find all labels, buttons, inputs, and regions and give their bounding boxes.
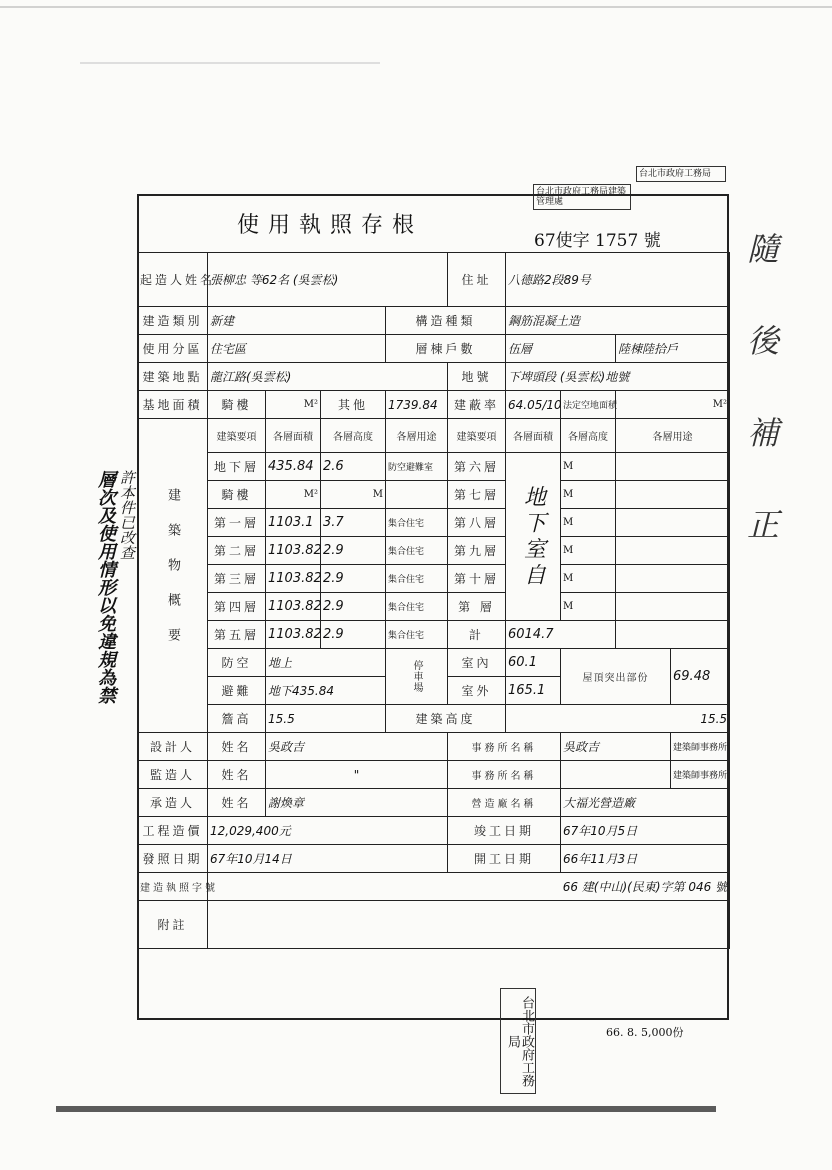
permit-value: 66 建(中山)(民東)字第 046 號 (208, 873, 730, 901)
designer-name-label: 姓名 (208, 733, 266, 761)
category-value: 新建 (208, 307, 386, 335)
total-label: 計 (448, 621, 506, 649)
header-area-left: 各層面積 (266, 419, 321, 453)
floor-name: 第三層 (208, 565, 266, 593)
parking-label: 停車場 (386, 649, 448, 705)
top-stamp-right: 台北市政府工務局 (636, 166, 726, 182)
building-side-label: 建築物概要 (138, 419, 208, 733)
shelter-label: 防空 (208, 649, 266, 677)
top-edge (0, 6, 832, 8)
builder-value: 張柳忠 等62名 (吳雲松) (208, 253, 448, 307)
location-value: 龍江路(吳雲松) (208, 363, 448, 391)
area-other: 其他 (321, 391, 386, 419)
parking-indoor-value: 60.1 (506, 649, 561, 677)
structure-value: 鋼筋混凝土造 (506, 307, 730, 335)
left-margin-note-2: 許本件已改查 (118, 470, 136, 560)
roof-label: 屋頂突出部份 (561, 649, 671, 705)
right-floor-name: 第 層 (448, 593, 506, 621)
bldg-height-label: 建築高度 (386, 705, 506, 733)
contractor-name: 謝煥章 (266, 789, 448, 817)
shelter-facility: 避難 (208, 677, 266, 705)
cost-value: 12,029,400元 (208, 817, 448, 845)
designer-office: 吳政吉 (561, 733, 671, 761)
parking-outdoor-value: 165.1 (506, 677, 561, 705)
issue-label: 發照日期 (138, 845, 208, 873)
floor-name: 地下層 (208, 453, 266, 481)
notes-label: 附註 (138, 901, 208, 949)
legal-unit: M² (616, 391, 730, 419)
right-floor-name: 第八層 (448, 509, 506, 537)
location-label: 建築地點 (138, 363, 208, 391)
bottom-stamp: 台北市政府工務局 (500, 988, 536, 1094)
end-label: 開工日期 (448, 845, 561, 873)
shelter-basement: 地下435.84 (266, 677, 386, 705)
supervisor-name-label: 姓名 (208, 761, 266, 789)
contractor-label: 承造人 (138, 789, 208, 817)
right-margin-note: 隨後補正 (742, 232, 780, 600)
floor-height: 2.9 (321, 565, 386, 593)
cost-label: 工程造價 (138, 817, 208, 845)
floor-height: 2.9 (321, 593, 386, 621)
contractor-factory-label: 營造廠名稱 (448, 789, 561, 817)
parking-outdoor: 室外 (448, 677, 506, 705)
legal-label: 法定空地面積 (561, 391, 616, 419)
end-value: 66年11月3日 (561, 845, 730, 873)
issue-value: 67年10月14日 (208, 845, 448, 873)
eave-value: 15.5 (266, 705, 386, 733)
floors-value: 伍層 (506, 335, 616, 363)
area-arcade: 騎樓 (208, 391, 266, 419)
floors-label: 層棟戶數 (386, 335, 506, 363)
right-floor-name: 第六層 (448, 453, 506, 481)
floor-area: 1103.82 (266, 621, 321, 649)
lot-value: 下埤頭段 (吳雲松)地號 (506, 363, 730, 391)
floor-use: 集合住宅 (386, 537, 448, 565)
header-height-right: 各層高度 (561, 419, 616, 453)
floor-use: 集合住宅 (386, 565, 448, 593)
floor-use: 防空避難室 (386, 453, 448, 481)
basement-annotation: 地下室自 (506, 453, 561, 621)
floor-height: 3.7 (321, 509, 386, 537)
left-margin-note: 層次及使用情形以免違規為禁 (95, 470, 116, 704)
floor-area: 1103.82 (266, 565, 321, 593)
right-floor-name: 第九層 (448, 537, 506, 565)
supervisor-office-suffix: 建築師事務所 (671, 761, 730, 789)
zone-value: 住宅區 (208, 335, 386, 363)
faint-mark (80, 62, 380, 164)
floor-use: 集合住宅 (386, 593, 448, 621)
floor-height: 2.9 (321, 621, 386, 649)
right-floor-name: 第七層 (448, 481, 506, 509)
start-value: 67年10月5日 (561, 817, 730, 845)
structure-label: 構造種類 (386, 307, 506, 335)
top-stamp-left: 台北市政府工務局建築管理處 (533, 184, 631, 210)
floor-use: 集合住宅 (386, 621, 448, 649)
header-item-right: 建築要項 (448, 419, 506, 453)
area-label: 基地面積 (138, 391, 208, 419)
supervisor-office-label: 事務所名稱 (448, 761, 561, 789)
eave-label: 簷高 (208, 705, 266, 733)
header-height-left: 各層高度 (321, 419, 386, 453)
address-value: 八德路2段89号 (506, 253, 730, 307)
form-title: 使用執照存根 (237, 213, 424, 238)
parking-indoor: 室內 (448, 649, 506, 677)
floor-area: 1103.82 (266, 593, 321, 621)
address-label: 住址 (448, 253, 506, 307)
contractor-factory: 大福光營造廠 (561, 789, 730, 817)
bottom-edge (56, 1106, 716, 1112)
header-item-left: 建築要項 (208, 419, 266, 453)
footer-print: 66. 8. 5,000份 (606, 1026, 684, 1039)
area-arcade-unit: M² (266, 391, 321, 419)
total-value: 6014.7 (506, 621, 616, 649)
supervisor-label: 監造人 (138, 761, 208, 789)
zone-label: 使用分區 (138, 335, 208, 363)
supervisor-name: " (266, 761, 448, 789)
floor-area: 1103.82 (266, 537, 321, 565)
floor-height: 2.9 (321, 537, 386, 565)
bldg-height-value: 15.5 (506, 705, 730, 733)
units-value: 陸棟陸拾戶 (616, 335, 730, 363)
permit-number: 67使字 1757 號 (534, 231, 661, 251)
builder-label: 起造人姓名 (138, 253, 208, 307)
floor-name: 騎樓 (208, 481, 266, 509)
shelter-value: 地上 (266, 649, 386, 677)
floor-name: 第四層 (208, 593, 266, 621)
designer-name: 吳政吉 (266, 733, 448, 761)
designer-office-suffix: 建築師事務所 (671, 733, 730, 761)
floor-name: 第五層 (208, 621, 266, 649)
floor-use: 集合住宅 (386, 509, 448, 537)
header-use-right: 各層用途 (616, 419, 730, 453)
designer-label: 設計人 (138, 733, 208, 761)
right-floor-name: 第十層 (448, 565, 506, 593)
floor-area: 435.84 (266, 453, 321, 481)
roof-value: 69.48 (671, 649, 730, 705)
header-use-left: 各層用途 (386, 419, 448, 453)
coverage-label: 建蔽率 (448, 391, 506, 419)
lot-label: 地號 (448, 363, 506, 391)
area-other-value: 1739.84 (386, 391, 448, 419)
designer-office-label: 事務所名稱 (448, 733, 561, 761)
contractor-name-label: 姓名 (208, 789, 266, 817)
form-grid: 起造人姓名 張柳忠 等62名 (吳雲松) 住址 八德路2段89号 建造類別 新建 構造種類 鋼筋混凝土造 使用分區 住宅區 層棟戶數 伍層 陸棟陸拾戶 建築地點 龍江路(吳雲松) 地號 下埤頭段 (吳雲松)地號 基地面積 騎樓 M² 其他 1739.84 建蔽率 64.05/10 法定空地面積 M² 建築物概要 建築要項 各層面積 各層高度 各層用途 建築要項 各層面積 各層高度 各層用途 地下層 435.84 2.6 防空避難室 第六層 地下室自 M 騎樓 M² M 第七層 M 第一層 1103.1 3.7 集合住宅 第八層 M 第二層 1103.82 2.9 集合住宅 第九層 M 第三層 1103.82 2.9 集合住宅 第十層 M 第四層 1103.82 2.9 集合住宅 第 層 M 第五層 1103.82 2.9 集合住宅 計 6014.7 防空 地上 停車場 室內 60.1 屋頂突出部份 69.48 避難 地下435.84 室外 165.1 簷高 15.5 建築高度 15.5 設計人 姓名 吳政吉 事務所名稱 吳政吉 建築師事務所 監造人 姓名 " 事務所名稱 建築師事務所 承造人 姓名 謝煥章 營造廠名稱 大福光營造廠 工程造價 12,029,400元 竣工日期 67年10月5日 發照日期 67年10月14日 開工日期 66年11月3日 建造執照字號 66 建(中山)(民東)字第 046 號 附註 (137, 252, 730, 949)
floor-name: 第一層 (208, 509, 266, 537)
permit-label: 建造執照字號 (138, 873, 208, 901)
floor-area: 1103.1 (266, 509, 321, 537)
floor-height: 2.6 (321, 453, 386, 481)
start-label: 竣工日期 (448, 817, 561, 845)
coverage-value: 64.05/10 (506, 391, 561, 419)
header-area-right: 各層面積 (506, 419, 561, 453)
category-label: 建造類別 (138, 307, 208, 335)
floor-name: 第二層 (208, 537, 266, 565)
